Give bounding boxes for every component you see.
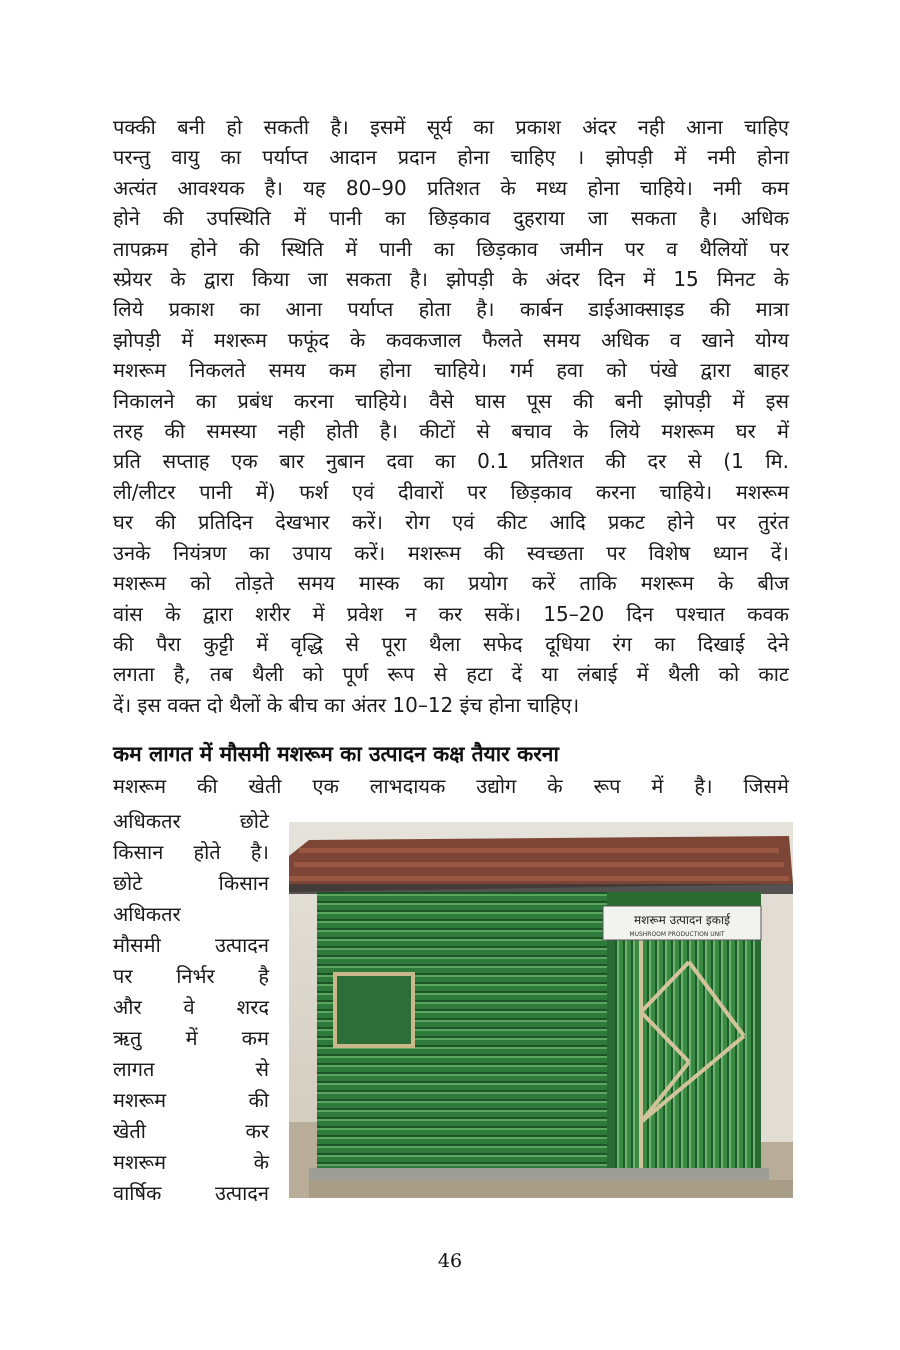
wrapped-line: वार्षिक उत्पादन — [113, 1181, 269, 1205]
paragraph-line: प्रति सप्ताह एक बार नुबान दवा का 0.1 प्रतिशत की दर से (1 मि. — [113, 449, 789, 474]
paragraph-line: स्प्रेयर के द्वारा किया जा सकता है। झोपड़ी के अंदर दिन में 15 मिनट के — [113, 267, 789, 292]
paragraph-line: मशरूम निकलते समय कम होना चाहिये। गर्म हवा को पंखे द्वारा बाहर — [113, 358, 789, 383]
hut-illustration — [289, 822, 793, 1198]
paragraph-line: परन्तु वायु का पर्याप्त आदान प्रदान होना चाहिए । झोपड़ी में नमी होना — [113, 145, 789, 170]
wrapped-line: किसान होते है। — [113, 840, 269, 864]
wrapped-line: ऋतु में कम — [113, 1026, 269, 1050]
paragraph-line: मशरूम को तोड़ते समय मास्क का प्रयोग करें ताकि मशरूम के बीज — [113, 571, 789, 596]
wrapped-text-column — [113, 806, 269, 1209]
paragraph-line: ली/लीटर पानी में) फर्श एवं दीवारों पर छिड़काव करना चाहिये। मशरूम — [113, 479, 789, 504]
paragraph-line: अत्यंत आवश्यक है। यह 80–90 प्रतिशत के मध्य होना चाहिये। नमी कम — [113, 175, 789, 200]
paragraph-line: की पैरा कुट्टी में वृद्धि से पूरा थैला सफेद दूधिया रंग का दिखाई देने — [113, 631, 789, 656]
paragraph-line: होने की उपस्थिति में पानी का छिड़काव दुहराया जा सकता है। अधिक — [113, 206, 789, 231]
wrapped-line: अधिकतर छोटे — [113, 809, 269, 833]
wrapped-line: अधिकतर — [113, 902, 181, 926]
wrapped-line: मौसमी उत्पादन — [113, 933, 269, 957]
wrapped-line: छोटे किसान — [113, 871, 269, 895]
wrapped-line: खेती कर — [113, 1119, 269, 1143]
paragraph-line: निकालने का प्रबंध करना चाहिये। वैसे घास पूस की बनी झोपड़ी में इस — [113, 388, 789, 413]
body-paragraph — [113, 112, 789, 720]
paragraph-line: पक्की बनी हो सकती है। इसमें सूर्य का प्रकाश अंदर नही आना चाहिए — [113, 115, 789, 139]
paragraph-line: उनके नियंत्रण का उपाय करें। मशरूम की स्वच्छता पर विशेष ध्यान दें। — [113, 540, 789, 565]
paragraph-line: घर की प्रतिदिन देखभार करें। रोग एवं कीट आदि प्रकट होने पर तुरंत — [113, 510, 789, 535]
paragraph-line: लिये प्रकाश का आना पर्याप्त होता है। कार्बन डाईआक्साइड की मात्रा — [113, 297, 789, 322]
mushroom-hut-photo — [289, 822, 793, 1198]
sign-hindi-text: मशरूम उत्पादन इकाई — [634, 913, 730, 927]
wrapped-line: पर निर्भर है — [113, 964, 269, 988]
page-number: 46 — [437, 1250, 463, 1272]
wrapped-line: मशरूम के — [113, 1150, 269, 1174]
paragraph-line: दें। इस वक्त दो थैलों के बीच का अंतर 10–12 इंच होना चाहिए। — [113, 692, 580, 717]
section-heading: कम लागत में मौसमी मशरूम का उत्पादन कक्ष तैयार करना — [113, 742, 559, 766]
sign-english-text: MUSHROOM PRODUCTION UNIT — [629, 931, 725, 938]
paragraph-line: वांस के द्वारा शरीर में प्रवेश न कर सकें। 15–20 दिन पश्चात कवक — [113, 601, 789, 626]
wrapped-line: मशरूम की — [113, 1088, 269, 1112]
paragraph-line: झोपड़ी में मशरूम फफूंद के कवकजाल फैलते समय अधिक व खाने योग्य — [113, 327, 789, 352]
paragraph-line: तरह की समस्या नही होती है। कीटों से बचाव के लिये मशरूम घर में — [113, 419, 789, 444]
wrapped-line: और वे शरद — [113, 995, 269, 1019]
wrapped-line: लागत से — [113, 1057, 269, 1081]
paragraph-line: तापक्रम होने की स्थिति में पानी का छिड़काव जमीन पर व थैलियों पर — [113, 236, 789, 261]
paragraph-line: लगता है, तब थैली को पूर्ण रूप से हटा दें या लंबाई में थैली को काट — [113, 662, 789, 687]
intro-line: मशरूम की खेती एक लाभदायक उद्योग के रूप में है। जिसमे — [113, 774, 789, 798]
